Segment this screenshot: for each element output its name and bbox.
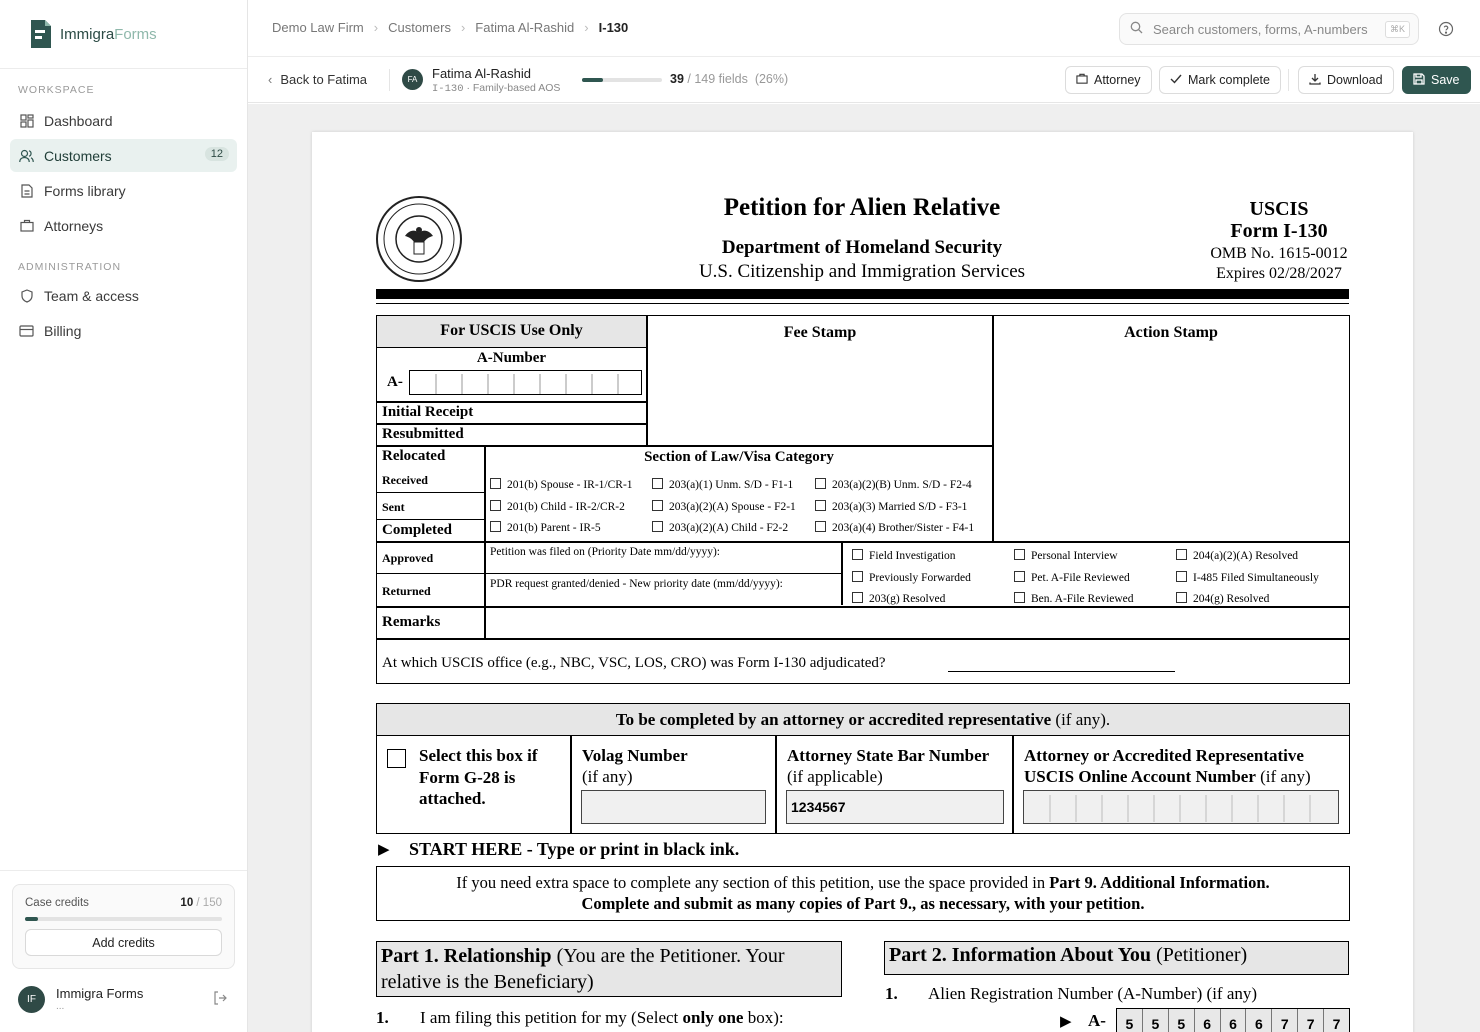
review-checkbox[interactable]: Previously Forwarded	[852, 568, 971, 590]
category-checkbox[interactable]: 203(a)(2)(A) Spouse - F2-1	[652, 497, 796, 519]
briefcase-icon	[1076, 73, 1088, 87]
review-checks-col-1	[852, 546, 971, 611]
part2-title: Part 2. Information About You (Petitioner)	[889, 944, 1248, 966]
office-answer-field[interactable]	[948, 671, 1175, 672]
add-credits-button[interactable]: Add credits	[25, 929, 222, 956]
g28-checkbox[interactable]	[387, 749, 406, 768]
credits-progress-bar	[25, 917, 222, 921]
a-number-label: A-Number	[476, 350, 547, 366]
brand-wordmark: ImmigraForms	[60, 25, 157, 43]
review-checkbox[interactable]: 203(g) Resolved	[852, 589, 971, 611]
mark-complete-label: Mark complete	[1188, 73, 1270, 87]
fee-stamp-label: Fee Stamp	[783, 324, 857, 341]
sidebar-item-label: Team & access	[44, 287, 139, 304]
customer-info	[432, 66, 560, 95]
credits-row	[25, 897, 222, 909]
chevron-right-icon: ›	[373, 20, 379, 35]
form-number: Form I-130	[1230, 220, 1328, 242]
review-checks-col-2	[1014, 546, 1134, 611]
extra-space-line-2: Complete and submit as many copies of Part 9., as necessary, with your petition.	[581, 894, 1145, 913]
a-number-digit: 5	[1117, 1009, 1143, 1032]
a-number-digit: 5	[1143, 1009, 1169, 1032]
review-checkbox[interactable]: Personal Interview	[1014, 546, 1134, 568]
sent-label: Sent	[382, 500, 405, 514]
resubmitted-label: Resubmitted	[382, 426, 464, 442]
priority-date-label: Petition was filed on (Priority Date mm/dd/yyyy):	[490, 546, 720, 558]
sidebar-item-billing[interactable]	[10, 314, 237, 347]
save-label: Save	[1431, 73, 1460, 87]
divider	[376, 423, 647, 425]
case-credits-card	[12, 884, 235, 969]
volag-number-field[interactable]	[581, 790, 766, 824]
attorney-header-text: To be completed by an attorney or accredited representative (if any).	[615, 710, 1111, 729]
a-number-digit: 6	[1195, 1009, 1221, 1032]
g28-label: Select this box if Form G-28 is attached.	[419, 746, 538, 808]
sidebar-item-label: Forms library	[44, 182, 126, 199]
chevron-right-icon: ›	[584, 20, 589, 35]
review-checkbox[interactable]: 204(g) Resolved	[1176, 589, 1319, 611]
customer-name: Fatima Al-Rashid	[432, 66, 531, 81]
part2-q1-text: Alien Registration Number (A-Number) (if any)	[928, 984, 1258, 1003]
category-checkbox[interactable]: 203(a)(4) Brother/Sister - F4-1	[815, 518, 974, 540]
shortcut-hint: ⌘K	[1385, 21, 1410, 38]
sidebar-item-label: Dashboard	[44, 112, 113, 129]
review-checkbox[interactable]: I-485 Filed Simultaneously	[1176, 568, 1319, 590]
divider	[376, 541, 1350, 543]
divider	[1012, 736, 1014, 834]
header-rule	[376, 289, 1349, 299]
online-account-label: Attorney or Accredited Representative USCIS Online Account Number (if any)	[1024, 746, 1311, 786]
online-account-field[interactable]	[1023, 790, 1339, 824]
back-button[interactable]	[268, 72, 367, 87]
divider	[376, 573, 842, 574]
divider	[841, 541, 843, 605]
breadcrumb-customer[interactable]: Fatima Al-Rashid	[475, 20, 575, 35]
customers-count-badge: 12	[205, 147, 229, 161]
chevron-right-icon: ›	[460, 20, 466, 35]
sidebar-item-attorneys[interactable]	[10, 209, 237, 242]
attorney-label: Attorney	[1094, 73, 1141, 87]
visa-category-col-3	[815, 475, 974, 540]
action-stamp-label: Action Stamp	[1124, 324, 1218, 341]
shield-icon	[19, 288, 34, 303]
review-checkbox[interactable]: Pet. A-File Reviewed	[1014, 568, 1134, 590]
administration-label: ADMINISTRATION	[18, 261, 122, 273]
mark-complete-button[interactable]	[1159, 66, 1281, 94]
part2-q1-number: 1.	[885, 984, 898, 1003]
search-placeholder: Search customers, forms, A-numbers	[1153, 21, 1368, 37]
divider	[376, 638, 1350, 640]
customer-avatar: FA	[402, 69, 423, 90]
grid-icon	[19, 113, 34, 128]
relocated-label: Relocated	[382, 448, 446, 464]
logo-icon	[28, 18, 54, 50]
form-agency: U.S. Citizenship and Immigration Services	[698, 261, 1026, 282]
received-label: Received	[382, 473, 428, 487]
dhs-seal-icon	[376, 196, 462, 282]
review-checkbox[interactable]: Ben. A-File Reviewed	[1014, 589, 1134, 611]
divider	[376, 401, 647, 403]
breadcrumb-current: I-130	[598, 20, 629, 35]
form-omb: OMB No. 1615-0012	[1210, 245, 1348, 262]
category-checkbox[interactable]: 203(a)(1) Unm. S/D - F1-1	[652, 475, 796, 497]
breadcrumb-customers[interactable]: Customers	[388, 20, 451, 35]
credits-label: Case credits	[25, 897, 89, 909]
fields-progress-text: 39 / 149 fields (26%)	[670, 72, 789, 86]
visa-category-col-2	[652, 475, 796, 540]
remarks-label: Remarks	[382, 614, 441, 630]
workspace-nav	[0, 104, 247, 242]
fields-progress-fill	[582, 78, 603, 82]
sidebar-item-label: Customers	[44, 147, 112, 164]
office-question: At which USCIS office (e.g., NBC, VSC, LOS, CRO) was Form I-130 adjudicated?	[382, 655, 886, 671]
sidebar-item-label: Attorneys	[44, 217, 104, 234]
divider	[376, 492, 484, 493]
part1-title: Part 1. Relationship (You are the Petitioner. Your relative is the Beneficiary)	[381, 945, 785, 993]
a-number-digit: 5	[1169, 1009, 1195, 1032]
download-icon	[1309, 73, 1321, 88]
users-icon	[19, 148, 34, 163]
arrow-right-icon: ▶	[1060, 1014, 1072, 1030]
form-page	[312, 132, 1413, 1032]
admin-nav	[0, 279, 247, 347]
review-checkbox[interactable]: Field Investigation	[852, 546, 971, 568]
save-button[interactable]	[1402, 66, 1471, 94]
check-icon	[1170, 73, 1182, 87]
petitioner-a-number-field[interactable]	[1116, 1008, 1350, 1032]
a-prefix: A-	[387, 374, 403, 390]
form-dept: Department of Homeland Security	[721, 237, 1003, 258]
part2-a-prefix: A-	[1088, 1011, 1106, 1030]
part1-q1-number: 1.	[376, 1008, 389, 1027]
a-number-digit: 6	[1221, 1009, 1247, 1032]
divider	[376, 519, 484, 520]
download-button[interactable]	[1298, 66, 1394, 94]
help-icon[interactable]	[1438, 21, 1454, 42]
breadcrumb-firm[interactable]: Demo Law Firm	[272, 20, 364, 35]
divider	[376, 606, 1350, 608]
avatar: IF	[18, 986, 45, 1013]
a-number-digit: 7	[1272, 1009, 1298, 1032]
topbar	[248, 0, 1480, 57]
divider	[376, 445, 993, 447]
category-checkbox[interactable]: 203(a)(3) Married S/D - F3-1	[815, 497, 974, 519]
review-checks-col-3	[1176, 546, 1319, 611]
credits-count: 10 / 150	[180, 897, 222, 909]
breadcrumb	[272, 20, 628, 35]
card-icon	[19, 323, 34, 338]
sidebar-item-forms-library[interactable]	[10, 174, 237, 207]
form-title: Petition for Alien Relative	[723, 194, 1001, 221]
sidebar-item-team-access[interactable]	[10, 279, 237, 312]
user-name: Immigra Forms	[56, 986, 144, 1001]
category-checkbox[interactable]: 203(a)(2)(B) Unm. S/D - F2-4	[815, 475, 974, 497]
review-checkbox[interactable]: 204(a)(2)(A) Resolved	[1176, 546, 1319, 568]
credits-progress-fill	[25, 917, 38, 921]
sidebar-item-customers[interactable]	[10, 139, 237, 172]
user-menu[interactable]	[18, 983, 233, 1015]
document-icon	[19, 183, 34, 198]
bar-number-label: Attorney State Bar Number (if applicable)	[787, 746, 990, 786]
section-law-label: Section of Law/Visa Category	[644, 449, 834, 465]
brand[interactable]	[0, 0, 247, 69]
category-checkbox[interactable]: 201(b) Child - IR-2/CR-2	[490, 497, 633, 519]
briefcase-icon	[19, 218, 34, 233]
search-input[interactable]	[1119, 13, 1419, 45]
form-uscis: USCIS	[1249, 198, 1309, 220]
pdr-label: PDR request granted/denied - New priority date (mm/dd/yyyy):	[490, 578, 783, 590]
a-number-digit: 6	[1246, 1009, 1272, 1032]
header-rule-thin	[376, 303, 1349, 304]
start-arrow-icon: ▶	[378, 842, 390, 858]
document-canvas[interactable]	[248, 104, 1480, 1032]
divider	[775, 736, 777, 834]
user-subtitle: ...	[56, 1001, 65, 1012]
category-checkbox[interactable]: 203(a)(2)(A) Child - F2-2	[652, 518, 796, 540]
visa-category-col-1	[490, 475, 633, 540]
uscis-a-number-field[interactable]	[409, 370, 642, 395]
uscis-only-label: For USCIS Use Only	[440, 322, 583, 339]
chevron-left-icon: ‹	[268, 72, 273, 87]
sidebar-item-dashboard[interactable]	[10, 104, 237, 137]
category-checkbox[interactable]: 201(b) Spouse - IR-1/CR-1	[490, 475, 633, 497]
divider	[992, 315, 994, 543]
sidebar-divider	[0, 870, 247, 871]
divider	[389, 69, 390, 91]
initial-receipt-label: Initial Receipt	[382, 404, 474, 420]
attorney-button[interactable]	[1065, 66, 1152, 94]
save-icon	[1413, 73, 1425, 88]
logout-icon[interactable]	[213, 991, 227, 1010]
start-here-text: START HERE - Type or print in black ink.	[409, 839, 740, 859]
a-number-digit: 7	[1332, 1016, 1341, 1032]
category-checkbox[interactable]: 201(b) Parent - IR-5	[490, 518, 633, 540]
search-icon	[1130, 21, 1143, 37]
a-number-digit: 7	[1298, 1009, 1324, 1032]
divider	[570, 736, 572, 834]
back-label: Back to Fatima	[280, 72, 368, 87]
approved-label: Approved	[382, 551, 434, 565]
sidebar	[0, 0, 248, 1032]
form-subtitle: I-130 · Family-based AOS	[432, 82, 561, 95]
workspace-label: WORKSPACE	[18, 84, 95, 96]
download-label: Download	[1327, 73, 1383, 87]
volag-label: Volag Number (if any)	[582, 746, 688, 786]
divider	[1288, 69, 1289, 91]
part1-q1-text: I am filing this petition for my (Select only one box):	[420, 1008, 784, 1027]
sidebar-item-label: Billing	[44, 322, 82, 339]
fields-progress-bar	[582, 78, 662, 82]
completed-label: Completed	[382, 522, 452, 538]
form-toolbar	[248, 57, 1480, 103]
returned-label: Returned	[382, 584, 431, 598]
form-expires: Expires 02/28/2027	[1216, 265, 1342, 282]
bar-number-field[interactable]: 1234567	[786, 790, 1004, 824]
extra-space-line-1: If you need extra space to complete any section of this petition, use the space provided in Part 9. Additional Information.	[456, 873, 1270, 892]
